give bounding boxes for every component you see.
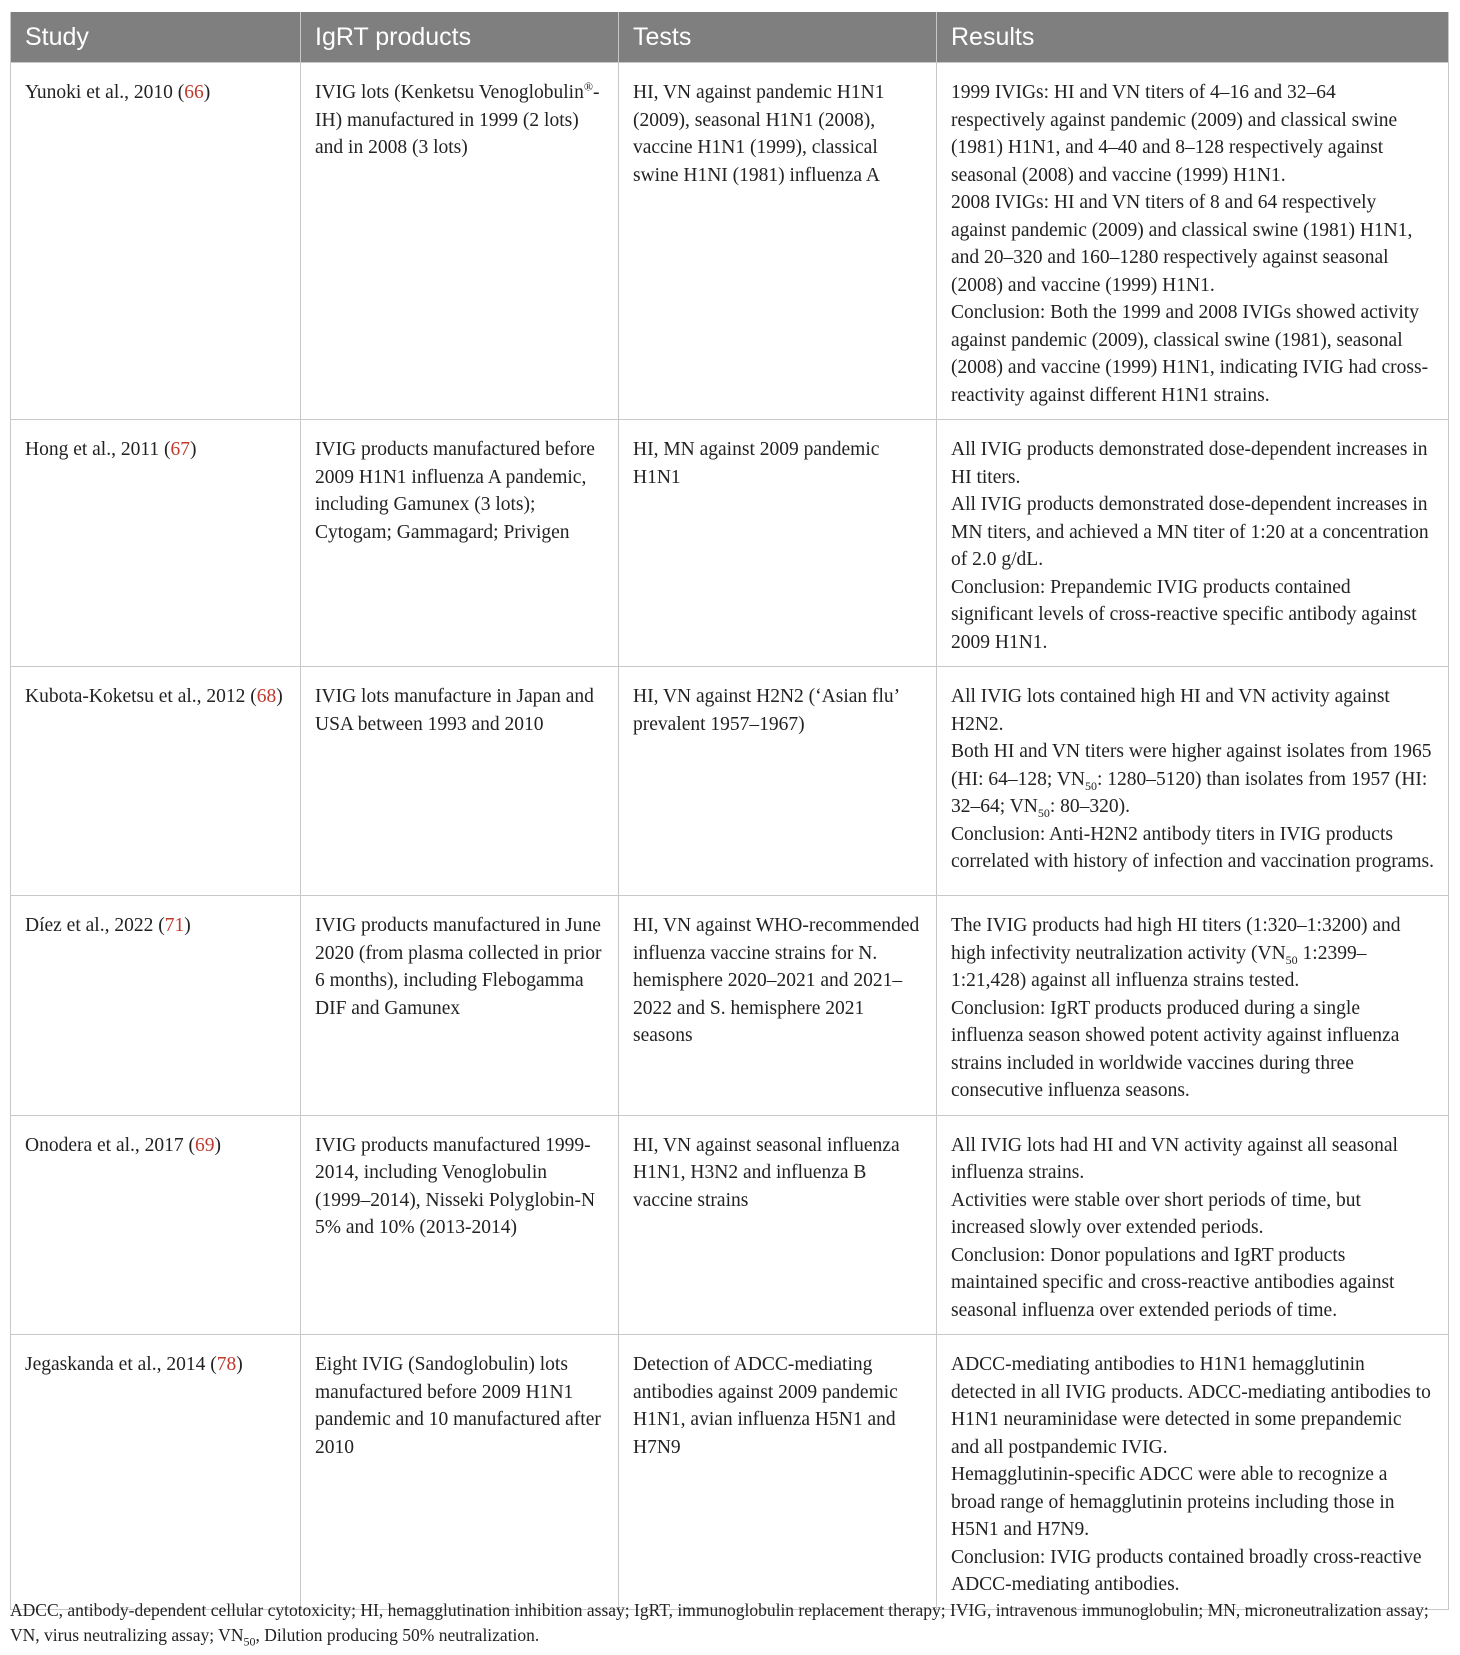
table-row	[11, 63, 1449, 420]
products-cell: IVIG products manufactured 1999-2014, including Venoglobulin (1999–2014), Nisseki Polyglobin-N 5% and 10% (2013-2014)	[301, 1115, 619, 1335]
study-citation: Onodera et al., 2017 (	[25, 1134, 196, 1156]
result-text: Both HI and VN titers were higher against isolates from 1965 (HI: 64–128; VN	[951, 741, 1432, 790]
header-results: Results	[937, 12, 1449, 63]
results-cell	[937, 667, 1449, 896]
result-text: 1:2399–1:21,428) against all influenza strains tested.	[951, 942, 1367, 991]
header-study: Study	[11, 12, 301, 63]
study-cell	[11, 63, 301, 420]
subscript-50: 50	[243, 1634, 256, 1649]
results-cell	[937, 896, 1449, 1116]
result-line: Activities were stable over short periods of time, but increased slowly over extended periods.	[951, 1189, 1361, 1238]
footnote-text: ADCC, antibody-dependent cellular cytotoxicity; HI, hemagglutination inhibition assay; IgRT, immunoglobulin replacement therapy; IVIG, intravenous immunoglobulin; MN, microneutralization assay; VN, virus neutralizing assay; VN	[10, 1600, 1429, 1645]
products-cell: IVIG lots manufacture in Japan and USA between 1993 and 2010	[301, 667, 619, 896]
result-text: : 1280–5120) than isolates from 1957 (HI: 32–64; VN	[951, 768, 1428, 817]
table-row	[11, 896, 1449, 1116]
results-cell	[937, 420, 1449, 667]
result-line: All IVIG lots had HI and VN activity against all seasonal influenza strains.	[951, 1134, 1398, 1183]
header-igrt-products: IgRT products	[301, 12, 619, 63]
tests-cell: HI, MN against 2009 pandemic H1N1	[619, 420, 937, 667]
table-header-row	[11, 12, 1449, 63]
study-cell	[11, 1335, 301, 1610]
products-text-cont: -IH) manufactured in 1999 (2 lots) and in 2008 (3 lots)	[315, 82, 600, 158]
table-row	[11, 1335, 1449, 1610]
table-footnote	[10, 1598, 1450, 1648]
reference-link[interactable]: 68	[256, 686, 277, 707]
result-text: : 80–320).	[1049, 796, 1131, 817]
study-citation: Jegaskanda et al., 2014 (	[25, 1354, 217, 1375]
tests-cell: Detection of ADCC-mediating antibodies against 2009 pandemic H1N1, avian influenza H5N1 and H7N9	[619, 1335, 937, 1610]
results-cell	[937, 1335, 1449, 1610]
result-conclusion: Conclusion: Donor populations and IgRT products maintained specific and cross-reactive antibodies against seasonal influenza over extended periods of time.	[951, 1244, 1395, 1321]
subscript-50: 50	[1285, 952, 1298, 967]
tests-cell: HI, VN against WHO-recommended influenza vaccine strains for N. hemisphere 2020–2021 and 2021–2022 and S. hemisphere 2021 seasons	[619, 896, 937, 1116]
study-citation-end: )	[190, 439, 197, 460]
study-cell	[11, 667, 301, 896]
study-table-container	[10, 12, 1448, 1610]
study-citation-end: )	[203, 82, 211, 103]
study-citation-end: )	[276, 686, 283, 707]
result-conclusion: Conclusion: Anti-H2N2 antibody titers in IVIG products correlated with history of infection and vaccination programs.	[951, 823, 1435, 872]
products-cell: IVIG products manufactured before 2009 H1N1 influenza A pandemic, including Gamunex (3 lots); Cytogam; Gammagard; Privigen	[301, 420, 619, 667]
result-line: 2008 IVIGs: HI and VN titers of 8 and 64 respectively against pandemic (2009) and classical swine (1981) H1N1, and 20–320 and 160–1280 respectively against seasonal (2008) and vaccine (1999) H1N1.	[951, 192, 1413, 296]
study-cell	[11, 896, 301, 1116]
tests-cell: HI, VN against pandemic H1N1 (2009), seasonal H1N1 (2008), vaccine H1N1 (1999), classical swine H1NI (1981) influenza A	[619, 63, 937, 420]
study-citation: Díez et al., 2022 (	[25, 915, 165, 936]
tests-cell: HI, VN against seasonal influenza H1N1, H3N2 and influenza B vaccine strains	[619, 1115, 937, 1335]
table-row	[11, 1115, 1449, 1335]
result-conclusion: Conclusion: Both the 1999 and 2008 IVIGs showed activity against pandemic (2009), classical swine (1981), seasonal (2008) and vaccine (1999) H1N1, indicating IVIG had cross-reactivity against different H1N1 strains.	[951, 302, 1429, 406]
study-citation: Kubota-Koketsu et al., 2012 (	[25, 686, 257, 707]
study-table	[10, 12, 1449, 1610]
result-line: ADCC-mediating antibodies to H1N1 hemagglutinin detected in all IVIG products. ADCC-mediating antibodies to H1N1 neuraminidase were detected in some prepandemic and all postpandemic IVIG.	[951, 1354, 1431, 1458]
study-citation-end: )	[184, 915, 191, 936]
result-line: 1999 IVIGs: HI and VN titers of 4–16 and 32–64 respectively against pandemic (2009) and classical swine (1981) H1N1, and 4–40 and 8–128 respectively against seasonal (2008) and vaccine (1999) H1N1.	[951, 82, 1398, 186]
study-citation: Yunoki et al., 2010 (	[25, 82, 185, 103]
products-cell	[301, 63, 619, 420]
result-conclusion: Conclusion: IgRT products produced during a single influenza season showed potent activity against influenza strains included in worldwide vaccines during three consecutive influenza seasons.	[951, 997, 1400, 1101]
table-row	[11, 420, 1449, 667]
header-tests: Tests	[619, 12, 937, 63]
result-line: Hemagglutinin-specific ADCC were able to recognize a broad range of hemagglutinin proteins including those in H5N1 and H7N9.	[951, 1464, 1395, 1540]
result-line: All IVIG products demonstrated dose-dependent increases in HI titers.	[951, 439, 1428, 488]
subscript-50: 50	[1084, 778, 1097, 793]
result-line	[951, 738, 1434, 821]
reference-link[interactable]: 78	[216, 1354, 237, 1375]
reference-link[interactable]: 67	[170, 439, 190, 460]
result-line: All IVIG lots contained high HI and VN activity against H2N2.	[951, 686, 1390, 735]
subscript-50: 50	[1037, 805, 1050, 820]
products-cell: Eight IVIG (Sandoglobulin) lots manufactured before 2009 H1N1 pandemic and 10 manufactured after 2010	[301, 1335, 619, 1610]
result-conclusion: Conclusion: Prepandemic IVIG products contained significant levels of cross-reactive specific antibody against 2009 H1N1.	[951, 576, 1417, 653]
study-cell	[11, 420, 301, 667]
tests-cell: HI, VN against H2N2 (‘Asian flu’ prevalent 1957–1967)	[619, 667, 937, 896]
reference-link[interactable]: 69	[195, 1134, 215, 1156]
study-citation-end: )	[214, 1134, 222, 1156]
study-cell	[11, 1115, 301, 1335]
result-text: The IVIG products had high HI titers (1:320–1:3200) and high infectivity neutralization activity (VN	[951, 915, 1401, 964]
study-citation: Hong et al., 2011 (	[25, 439, 171, 460]
reference-link[interactable]: 66	[184, 82, 204, 103]
reference-link[interactable]: 71	[164, 915, 185, 936]
result-line: All IVIG products demonstrated dose-dependent increases in MN titers, and achieved a MN titer of 1:20 at a concentration of 2.0 g/dL.	[951, 494, 1429, 570]
registered-mark: ®	[583, 79, 593, 94]
study-citation-end: )	[236, 1354, 243, 1375]
result-conclusion: Conclusion: IVIG products contained broadly cross-reactive ADCC-mediating antibodies.	[951, 1546, 1422, 1595]
results-cell	[937, 63, 1449, 420]
table-row	[11, 667, 1449, 896]
results-cell	[937, 1115, 1449, 1335]
products-text: IVIG lots (Kenketsu Venoglobulin	[315, 82, 584, 103]
footnote-text-end: , Dilution producing 50% neutralization.	[255, 1625, 540, 1645]
result-line	[951, 912, 1434, 995]
products-cell: IVIG products manufactured in June 2020 (from plasma collected in prior 6 months), including Flebogamma DIF and Gamunex	[301, 896, 619, 1116]
